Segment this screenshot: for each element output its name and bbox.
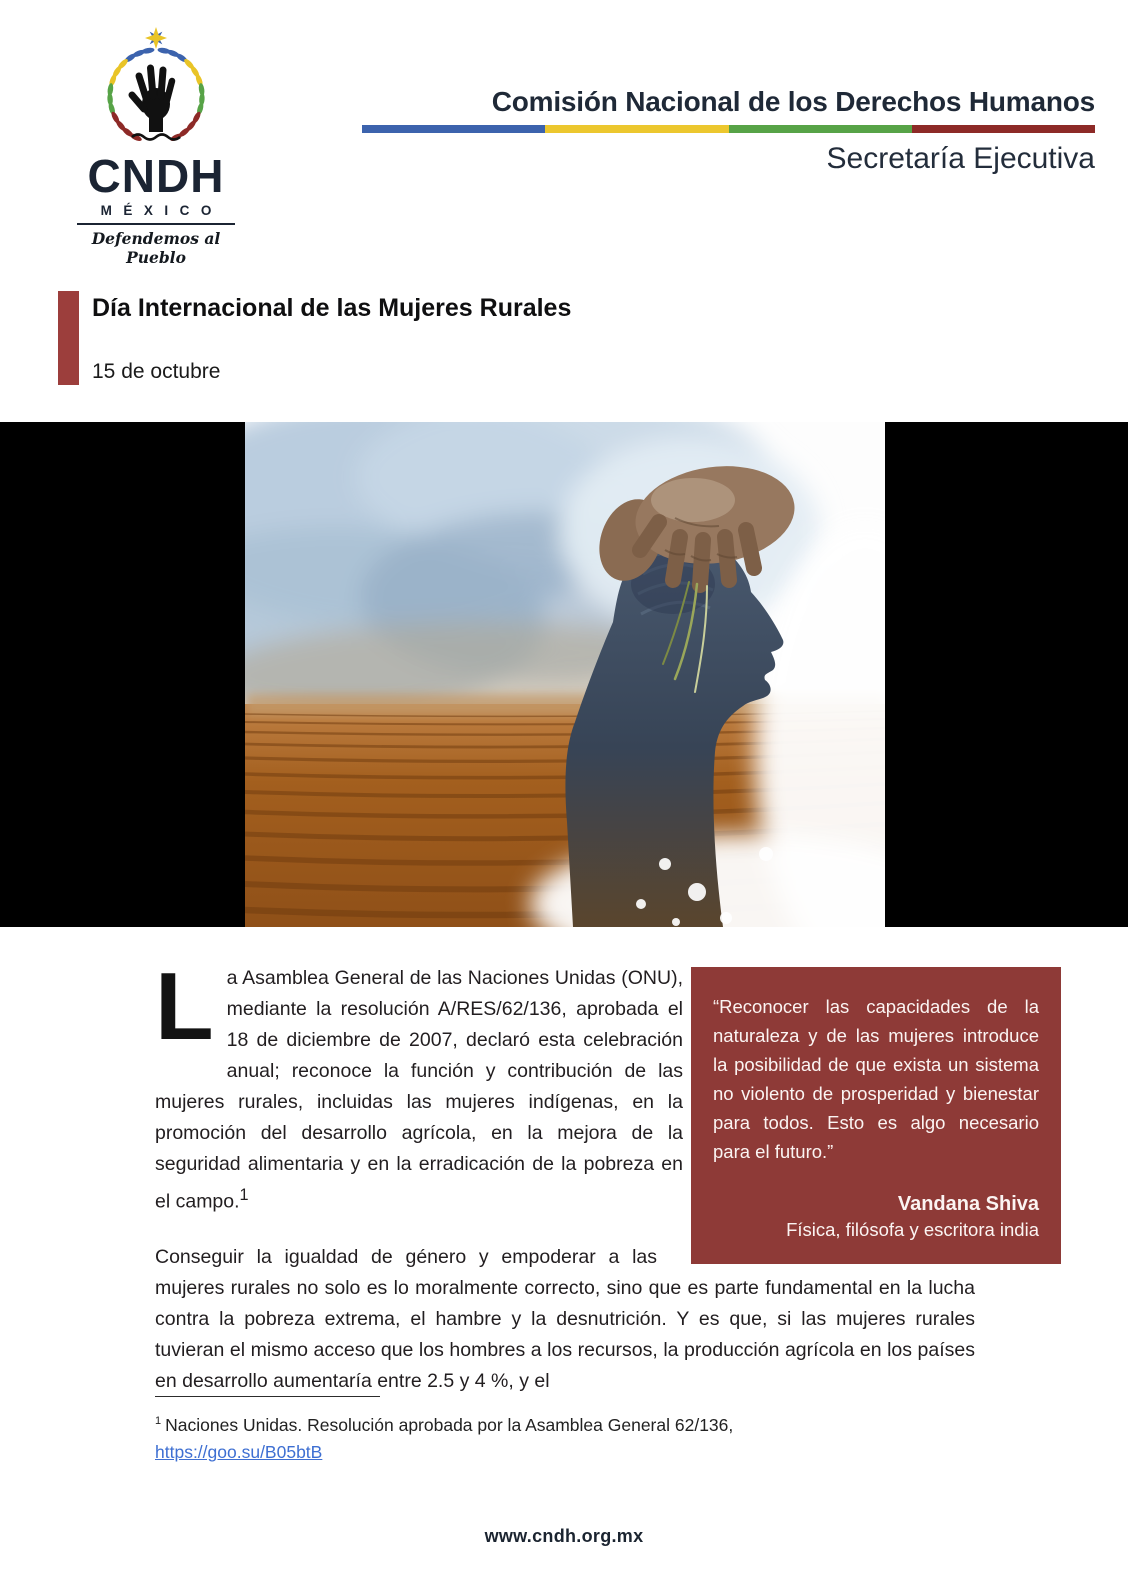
footnote-text: Naciones Unidas. Resolución aprobada por la Asamblea General 62/136,: [165, 1414, 734, 1435]
bar-segment-red: [912, 125, 1095, 133]
footer-website: www.cndh.org.mx: [484, 1526, 644, 1546]
paragraph-1-text: a Asamblea General de las Naciones Unidas (ONU), mediante la resolución A/RES/62/136, aprobada el 18 de diciembre de 2007, declaró esta celebración anual; reconoce la función y contribución de las mujeres rurales, incluidas las mujeres indígenas, en la promoción del desarrollo agrícola, en la mejora de la seguridad alimentaria y en la erradicación de la pobreza en el campo.: [155, 967, 683, 1213]
footnote: [155, 1396, 895, 1466]
title-accent-bar: [58, 291, 79, 385]
article-body: [155, 953, 1039, 1397]
quote-attribution: [713, 1193, 1039, 1241]
hand-icon: [132, 68, 180, 140]
cndh-emblem-icon: [75, 26, 237, 146]
division-name: Secretaría Ejecutiva: [826, 142, 1095, 175]
page-date: 15 de octubre: [92, 360, 221, 383]
hero-strip: [0, 422, 1128, 927]
paragraph-1: [155, 953, 683, 1218]
logo-motto: Defendemos al Pueblo: [91, 229, 221, 267]
tricolor-bar: [362, 125, 1095, 133]
footnote-reference: 1: [239, 1186, 249, 1204]
page-title: Día Internacional de las Mujeres Rurales: [92, 294, 572, 322]
quote-box: [691, 967, 1061, 1264]
footnote-divider: [155, 1396, 380, 1397]
bar-segment-yellow: [545, 125, 728, 133]
quote-text: “Reconocer las capacidades de la naturaleza y de las mujeres introduce la posibilidad de que exista un sistema no violento de prosperidad y bienestar para todos. Esto es algo necesario para el futuro.”: [713, 996, 1039, 1162]
cndh-logo: [75, 26, 237, 267]
footnote-marker: 1: [155, 1415, 162, 1427]
logo-acronym: CNDH: [87, 150, 225, 202]
org-name: Comisión Nacional de los Derechos Humanos: [491, 86, 1095, 117]
quote-author: Vandana Shiva: [897, 1193, 1039, 1215]
paragraph-2: [155, 1242, 975, 1397]
masthead-right: [355, 86, 1095, 176]
paragraph-2-text: Conseguir la igualdad de género y empoderar a las mujeres rurales no solo es lo moralmente correcto, sino que es parte fundamental en la lucha contra la pobreza extrema, el hambre y la desnutrición. Y es que, si las mujeres rurales tuvieran el mismo acceso que los hombres a los recursos, la producción agrícola en los países en desarrollo aumentaría entre 2.5 y 4 %, y el: [155, 1245, 975, 1392]
logo-divider: [77, 223, 235, 225]
bar-segment-green: [729, 125, 912, 133]
footnote-link[interactable]: https://goo.su/B05btB: [155, 1441, 323, 1462]
bar-segment-blue: [362, 125, 545, 133]
drop-cap: L: [155, 953, 214, 1060]
quote-author-role: Física, filósofa y escritora india: [786, 1219, 1039, 1240]
hero-image: [245, 422, 885, 927]
logo-country: MÉXICO: [100, 203, 223, 218]
title-block: [58, 291, 571, 385]
